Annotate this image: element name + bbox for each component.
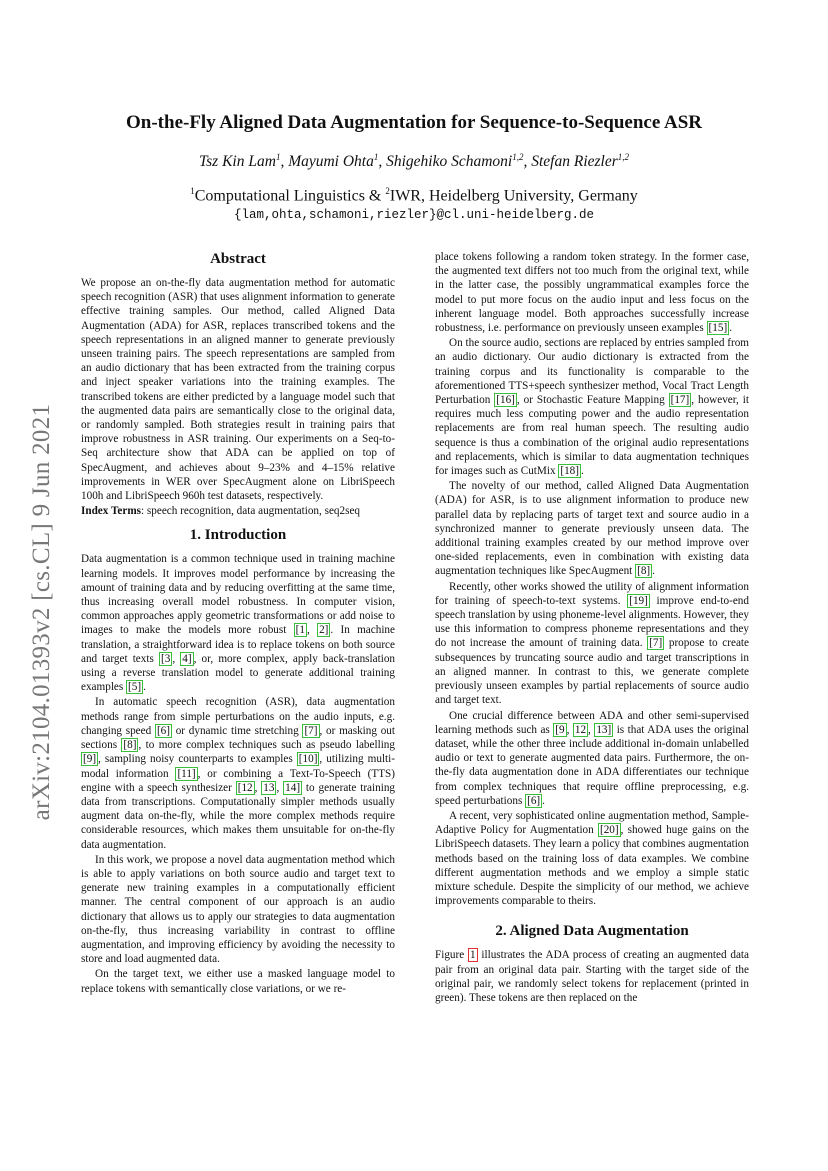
- citation-link[interactable]: [6]: [156, 724, 170, 737]
- affil-part-1: Computational Linguistics &: [194, 187, 386, 205]
- citation-link[interactable]: [9]: [83, 753, 97, 766]
- paper-title: On-the-Fly Aligned Data Augmentation for Sequence-to-Sequence ASR: [126, 112, 702, 133]
- citation-link[interactable]: [11]: [177, 767, 196, 780]
- affil-part-2: IWR, Heidelberg University, Germany: [389, 187, 638, 205]
- citation-link[interactable]: [3: [160, 652, 171, 665]
- right-column: [435, 250, 749, 1006]
- citation-link[interactable]: [18]: [560, 465, 579, 478]
- citation-link[interactable]: [9: [555, 723, 565, 736]
- citation-link[interactable]: 13: [263, 781, 275, 794]
- intro-paragraph-2: In automatic speech recognition (ASR), data augmentation methods range from simple perturbations on the audio inputs, e.g. changing speed [6] or dynamic time stretching [7] , or masking out sections [8] , to more complex techniques such as pseudo labelling [9] , sampling noisy counterparts to examples [10] , utilizing multi-modal information [11] , or combining a Text-To-Speech (TTS) engine with a speech synthesizer [12 , 13 , 14] to generate training data from transcriptions. Computationally simpler methods usually augment data on-the-fly, while the more complex methods require considerable resources, which makes them unsuitable for on-the-fly data augmentation.: [81, 696, 396, 851]
- arxiv-sidebar: [22, 372, 62, 852]
- citation-link[interactable]: [19]: [629, 594, 648, 607]
- intro-paragraph-1: Data augmentation is a common technique used in training machine learning models. It improves model performance by increasing the amount of training data and by reducing overfitting at the same time, thus increasing overall model robustness. In computer vision, common approaches apply geometric transformations or add noise to images to make the models more robust [1 , 2] . In machine translation, a straightforward idea is to replace tokens on both source and target texts [3 , 4] , or, more complex, apply back-translation using a reverse translation model to generate additional training examples [5] .: [81, 553, 396, 694]
- intro-paragraph-9: One crucial difference between ADA and other semi-supervised learning methods such as [9 , 12 , 13] is that ADA uses the original dataset, while the other three include additional in-domain unlabelled audio or text to generate augmented data pairs. Furthermore, the on-the-fly data augmentation done in ADA differentiates our technique from complex techniques that require offline preprocessing, e.g. speed perturbations [6] .: [435, 709, 749, 807]
- intro-paragraph-6: On the source audio, sections are replaced by entries sampled from an audio dictionary. Our audio dictionary is extracted from the training corpus and its functionality is comparable to the aforementioned TTS+speech synthesizer method, Vocal Tract Length Perturbation [16] , or Stochastic Feature Mapping [17] , however, it requires much less computing power and the audio representation replacements are from real human speech. The resulting audio sequence is thus a combination of the original audio representations and replacements, which is similar to data augmentation techniques for images such as CutMix [18] .: [435, 337, 749, 478]
- citation-link[interactable]: [7]: [649, 637, 663, 650]
- section-2-paragraph-1: Figure 1 illustrates the ADA process of creating an augmented data pair from an original data pair. Starting with the target side of the original pair, we randomly select tokens for replacement (printed in green). These tokens are then replaced on the: [435, 949, 749, 1004]
- left-column: [81, 248, 395, 997]
- author-affiliation-marker: 1,2: [617, 152, 630, 162]
- author-name: Tsz Kin Lam: [198, 153, 276, 171]
- affil-sup-2: 2: [385, 186, 390, 196]
- citation-link[interactable]: [10]: [298, 753, 318, 766]
- author-affiliation-marker: 1: [373, 152, 379, 162]
- author-emails[interactable]: {lam,ohta,schamoni,riezler}@cl.uni-heidelberg.de: [233, 208, 595, 222]
- citation-link[interactable]: 13]: [596, 723, 612, 736]
- citation-link[interactable]: [17]: [670, 394, 690, 407]
- intro-paragraph-8: Recently, other works showed the utility of alignment information for training of speech-to-text systems. [19] improve end-to-end speech translation by using phoneme-level alignments. However, they use this information to compress phoneme representations and they do not increase the amount of training data. [7] propose to create subsequences by truncating source audio and target transcriptions in an aligned manner. In contrast to this, we generate complete previously unseen examples by partial replacements of source audio and target text.: [435, 580, 749, 707]
- author-name: Stefan Riezler: [531, 153, 618, 171]
- citation-link[interactable]: [16]: [496, 394, 515, 407]
- author-affiliation-marker: 1,2: [512, 152, 524, 162]
- author-name: Shigehiko Schamoni: [386, 153, 513, 171]
- index-terms: [81, 504, 395, 518]
- author-affiliation-marker: 1: [275, 152, 281, 162]
- affiliation: [0, 186, 828, 205]
- intro-paragraph-5: place tokens following a random token strategy. In the former case, the augmented text differs not too much from the original text, while in the latter case, the possibly ungrammatical examples force the model to put more focus on the audio input and less focus on the inherent language model. Both approaches successfully increase robustness, i.e. performance on previously unseen examples [15] .: [435, 251, 749, 335]
- citation-link[interactable]: [5]: [128, 681, 142, 694]
- citation-link[interactable]: [7]: [304, 724, 318, 737]
- section-2-heading: 2. Aligned Data Augmentation: [495, 923, 689, 940]
- intro-paragraph-4: On the target text, we either use a masked language model to replace tokens with semantically close variations, or we re-: [81, 968, 395, 995]
- arxiv-identifier: arXiv:2104.01393v2 [cs.CL] 9 Jun 2021: [28, 403, 55, 821]
- author-name: Mayumi Ohta: [288, 153, 374, 171]
- intro-paragraph-3: In this work, we propose a novel data augmentation method which is able to apply variations on both source audio and target text to generate new training examples in a computationally efficient manner. The central component of our approach is an audio dictionary that allows us to apply our strategies to data augmentation on-the-fly, thus increasing variability in contrast to offline augmentation, and improving efficiency by avoiding the necessity to store and load augmented data.: [81, 853, 395, 966]
- figure-link[interactable]: 1: [470, 949, 476, 962]
- intro-paragraph-7: The novelty of our method, called Aligned Data Augmentation (ADA) for ASR, is to use alignment information to produce new parallel data by replacing parts of target text and source audio in a synchronized manner to generate previously unseen data. The additional training examples created by our method improve over one-sided replacements, even in combination with existing data augmentation techniques like SpecAugment [8] .: [435, 480, 749, 578]
- citation-link[interactable]: [12: [237, 781, 253, 794]
- intro-paragraph-10: A recent, very sophisticated online augmentation method, Sample-Adaptive Policy for Augmentation [20] , showed huge gains on the LibriSpeech datasets. They learn a policy that combines augmentation methods based on the training loss of data examples. We combine different augmentation methods and we employ a simple static mixture schedule. Despite the simplicity of our method, we achieve improvements comparable to theirs.: [435, 809, 749, 908]
- intro-heading: 1. Introduction: [189, 527, 287, 544]
- citation-link[interactable]: 12: [574, 723, 587, 736]
- index-terms-text: : speech recognition, data augmentation, seq2seq: [141, 505, 361, 518]
- citation-link[interactable]: [8]: [637, 565, 651, 578]
- citation-link[interactable]: [20]: [599, 824, 619, 837]
- affil-sup-1: 1: [190, 186, 195, 196]
- citation-link[interactable]: 14]: [285, 781, 301, 794]
- author-list: Tsz Kin Lam$^1$, Mayumi Ohta$^1$, Shigehiko Schamoni$^{1,2}$, Stefan Riezler$^{1,2}$: [198, 152, 630, 171]
- citation-link[interactable]: [15]: [708, 322, 728, 335]
- citation-link[interactable]: 2]: [319, 624, 329, 637]
- abstract-text: We propose an on-the-fly data augmentation method for automatic speech recognition (ASR) that uses alignment information to generate effective training samples. Our method, called Aligned Data Augmentation (ADA) for ASR, replaces transcribed tokens and the speech representations in an aligned manner to generate previously unseen training pairs. The speech representations are sampled from an audio dictionary that has been extracted from the training corpus and inject speaker variations into the training examples. The transcribed tokens are either predicted by a language model such that the augmented data pairs are semantically close to the original data, or randomly sampled. Both strategies result in training pairs that improve robustness in ASR training. Our experiments on a Seq-to-Seq architecture show that ADA can be applied on top of SpecAugment, and achieves about 9–23% and 4–15% relative improvements in WER over SpecAugment alone on LibriSpeech 100h and LibriSpeech 960h test datasets, respectively.: [81, 277, 395, 503]
- citation-link[interactable]: [8]: [123, 739, 137, 752]
- citation-link[interactable]: [6]: [527, 794, 541, 807]
- index-terms-label: Index Terms: [81, 505, 141, 518]
- citation-link[interactable]: 4]: [182, 652, 192, 665]
- citation-link[interactable]: [1: [295, 624, 305, 637]
- abstract-heading: Abstract: [210, 251, 266, 267]
